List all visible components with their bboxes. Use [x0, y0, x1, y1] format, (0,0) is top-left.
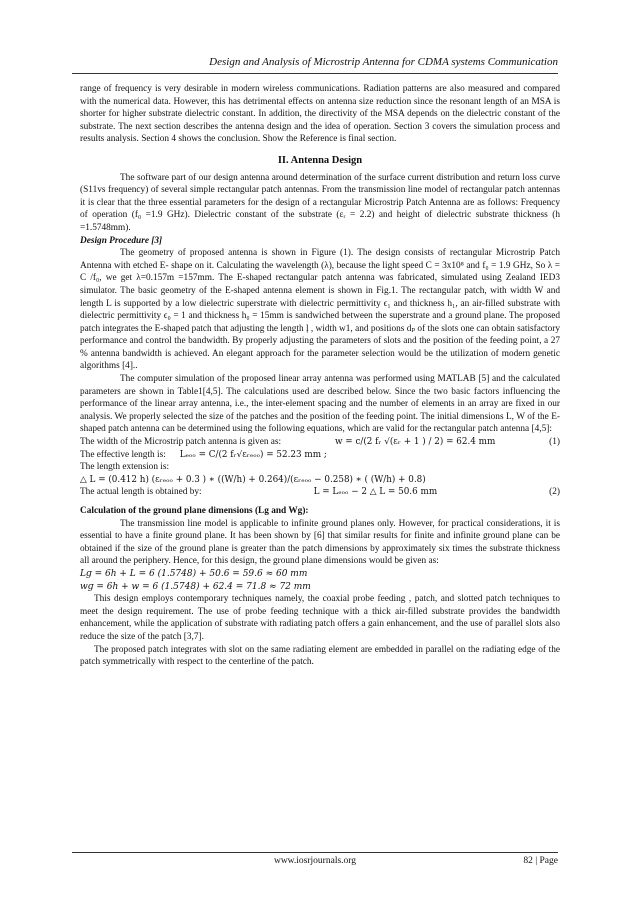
equation-4: L = Lₑₒₒ − 2 △ L = 50.6 mm	[313, 487, 438, 498]
ground-plane-paragraph-2: This design employs contemporary techniques namely, the coaxial probe feeding , patch, and slotted patch techniques to meet the design requirement. The use of probe feeding technique with a thick air-filled substrate provides the bandwidth enhancement, while the application of substrate with radiating patch offers a gain enhancement, and the use of parallel slots also reduce the size of the patch [3,7].	[80, 594, 560, 642]
equation-3-label: The length extension is:	[80, 462, 170, 473]
ground-plane-heading: Calculation of the ground plane dimensions (Lg and Wg):	[80, 506, 309, 516]
header-rule	[72, 73, 558, 74]
equation-1-label: The width of the Microstrip patch antenna is given as:	[80, 437, 282, 448]
equation-2-label: The effective length is:	[80, 449, 166, 460]
equation-2-line	[80, 449, 560, 462]
equation-lg: Lɡ = 6h + L = 6 (1.5748) + 50.6 = 59.6 ≈ 60 mm	[80, 568, 308, 579]
equation-3: △ L = (0.412 h) (εᵣₑₒₒ + 0.3 ) ∗ ((W/h) + 0.264)/(εᵣₑₒₒ − 0.258) ∗ ( (W/h) + 0.8)	[80, 474, 426, 485]
design-paragraph-1: The geometry of proposed antenna is shown in Figure (1). The design consists of rectangular Microstrip Patch Antenna with etched E- shape on it. Calculating the wavelength (λ), because the light speed C = 3x10⁸ and f₀ = 1.9 GHz, So λ = C /f₀, we get λ=0.157m =157mm. The E-shaped rectangular patch antenna was fabricated, simulated using Zealand IED3 simulator. The basic geometry of the E-shaped antenna element is shown in Fig.1. The rectangular patch, with width W and length L is supported by a low dielectric superstrate with dielectric permittivity ϵ₁ and thickness h₁, an air-filled substrate with dielectric permittivity ϵ₀ = 1 and thickness h₀ = 15mm is sandwiched between the superstrate and a ground plane. The proposed patch integrates the E-shaped patch that adjusting the length ļ , width w1, and positions dₚ of the slots one can obtain satisfactory performance and control the bandwidth. By properly adjusting the parameters of slots and the position of the feeding point, a 27 % antenna bandwidth is achieved. An elegant approach for the parameter selection would be the utilization of modern genetic algorithms [4]..	[80, 248, 560, 372]
equation-4-number: (2)	[549, 487, 560, 498]
equation-4-label: The actual length is obtained by:	[80, 487, 202, 498]
ground-plane-paragraph-3: The proposed patch integrates with slot on the same radiating element are embedded in parallel on the radiating edge of the patch symmetrically with respect to the centerline of the patch.	[80, 644, 560, 668]
section-heading-antenna-design: II. Antenna Design	[277, 154, 363, 166]
equation-1: w = c/(2 fᵣ √(εᵣ + 1 ) / 2) = 62.4 mm	[334, 437, 496, 448]
running-header: Design and Analysis of Microstrip Antenna for CDMA systems Communication	[209, 56, 558, 68]
intro-paragraph: range of frequency is very desirable in modern wireless communications. Radiation patterns are also measured and compared with the numerical data. However, this has detrimental effects on antenna size reduction since the resonant length of an MSA is shorter for higher substrate dielectric constant. In addition, the directivity of the MSA depends on the dielectric constant of the substrate. The next section describes the antenna design and the idea of operation. Section 3 covers the simulation process and results analysis. Section 4 shows the conclusion. Show the Reference is final section.	[80, 84, 560, 145]
equation-4-line	[80, 486, 560, 499]
design-procedure-heading: Design Procedure [3]	[80, 235, 163, 246]
journal-url[interactable]: www.iosrjournals.org	[273, 856, 357, 866]
equation-1-number: (1)	[549, 437, 560, 448]
design-paragraph-2: The computer simulation of the proposed linear array antenna was performed using MATLAB [5] and the calculated parameters are shown in Table1[4,5]. The calculations used are described below. Since the two basic factors influencing the performance of the linear array antenna, i.e., the inter-element spacing and the number of elements in an array are fixed in our analysis. We properly selected the size of the patches and the position of the feeding point. The initial dimensions L, W of the E-shaped patch antenna can be determined using the following equations, which are valid for the rectangular patch antenna [4,5]:	[80, 374, 560, 435]
page-footer	[72, 856, 558, 870]
page-body	[80, 83, 560, 669]
page-number: 82 | Page	[523, 856, 558, 866]
equation-wg: wɡ = 6h + w = 6 (1.5748) + 62.4 = 71.8 ≈ 72 mm	[80, 581, 311, 592]
footer-rule	[72, 852, 558, 853]
section2-paragraph: The software part of our design antenna around determination of the surface current distribution and return loss curve (S11vs frequency) of several simple rectangular patch antennas. From the transmission line model of rectangular patch antennas it is clear that the three essential parameters for the design of a rectangular Microstrip Patch Antenna are as follows: Frequency of operation (f₀ =1.9 GHz). Dielectric constant of the substrate (εᵣ = 2.2) and height of dielectric substrate thickness (h =1.5748mm).	[80, 172, 560, 233]
equation-1-line	[80, 436, 560, 449]
ground-plane-paragraph: The transmission line model is applicable to infinite ground planes only. However, for practical considerations, it is essential to have a finite ground plane. It has been shown by [6] that similar results for finite and infinite ground plane can be obtained if the size of the ground plane is greater than the patch dimensions by approximately six times the substrate thickness all around the periphery. Hence, for this design, the ground plane dimensions would be given as:	[80, 518, 560, 567]
equation-2: Lₑₒₒ = C/(2 fᵣ√εᵣₑₒₒ) = 52.23 mm ;	[179, 449, 327, 460]
